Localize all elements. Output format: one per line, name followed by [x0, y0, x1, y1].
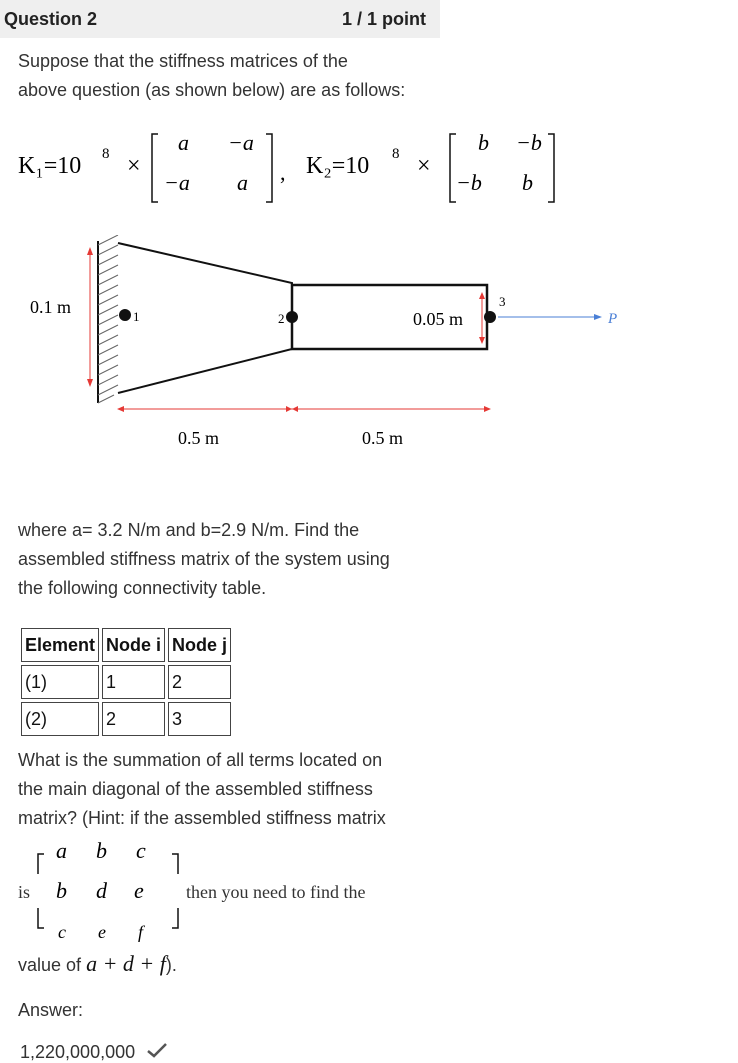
- intro-line-2: above question (as shown below) are as follows:: [18, 80, 406, 100]
- hint-cell-e2: e: [98, 922, 106, 942]
- value-expression: a + d + f: [86, 951, 166, 976]
- hint-cell-d: d: [96, 878, 107, 903]
- k1-cell-11: a: [178, 130, 189, 155]
- k1-right-bracket: [266, 134, 272, 202]
- length-2-label: 0.5 m: [362, 428, 404, 448]
- intro-text: [18, 47, 438, 105]
- k2-times: ×: [417, 153, 431, 179]
- table-row: [21, 702, 231, 736]
- connectivity-table: [18, 625, 234, 739]
- question-line-1: What is the summation of all terms located on: [18, 750, 383, 770]
- k2-cell-21: −b: [456, 170, 482, 195]
- k2-cell-12: −b: [516, 130, 542, 155]
- table-cell: (2): [21, 702, 99, 736]
- table-header-row: [21, 628, 231, 662]
- node-3-dot: [484, 311, 496, 323]
- hint-cell-b2: b: [56, 878, 67, 903]
- right-height-label: 0.05 m: [413, 309, 464, 329]
- k2-right-bracket: [548, 134, 554, 202]
- k1-cell-12: −a: [228, 130, 254, 155]
- node-1-label: 1: [133, 309, 140, 324]
- node-2-dot: [286, 311, 298, 323]
- node-2-label: 2: [278, 311, 285, 326]
- table-cell: 2: [168, 665, 231, 699]
- hint-cell-e: e: [134, 878, 144, 903]
- hint-left-bracket: [38, 854, 44, 928]
- hint-right-bracket: [172, 854, 178, 928]
- k2-cell-11: b: [478, 130, 489, 155]
- hint-matrix: [0, 832, 440, 950]
- intro-line-1: Suppose that the stiffness matrices of the: [18, 51, 348, 71]
- k1-label: K₁=10: [18, 153, 82, 179]
- table-cell: 1: [102, 665, 165, 699]
- where-text: [18, 516, 458, 603]
- hint-cell-c: c: [136, 838, 146, 863]
- value-suffix: ).: [165, 955, 177, 975]
- question-header: [0, 0, 440, 38]
- hint-cell-c2: c: [58, 922, 66, 942]
- table-cell: (1): [21, 665, 99, 699]
- question-points: 1 / 1 point: [342, 9, 427, 29]
- k2-cell-22: b: [522, 170, 533, 195]
- k1-times: ×: [127, 153, 141, 179]
- where-line-2: assembled stiffness matrix of the system using: [18, 549, 390, 569]
- question-text: [18, 746, 458, 833]
- value-prefix: value of: [18, 955, 82, 975]
- table-header-node-j: Node j: [168, 628, 231, 662]
- tapered-element: [118, 243, 292, 393]
- table-cell: 2: [102, 702, 165, 736]
- table-cell: 3: [168, 702, 231, 736]
- bar-figure: [0, 235, 738, 465]
- load-label: P: [608, 311, 618, 327]
- table-header-element: Element: [21, 628, 99, 662]
- value-of-line: [18, 949, 438, 980]
- answer-value: 1,220,000,000: [20, 1042, 136, 1062]
- k2-label: K₂=10: [306, 153, 370, 179]
- where-line-1: where a= 3.2 N/m and b=2.9 N/m. Find the: [18, 520, 360, 540]
- hint-cell-a: a: [56, 838, 67, 863]
- k2-exponent: 8: [392, 146, 400, 162]
- answer-row: [20, 1042, 168, 1063]
- question-title: Question 2: [4, 9, 98, 29]
- question-line-2: the main diagonal of the assembled stiffness: [18, 779, 373, 799]
- k1-left-bracket: [152, 134, 158, 202]
- fixed-wall: [98, 235, 118, 403]
- where-line-3: the following connectivity table.: [18, 578, 267, 598]
- matrix-comma: ,: [280, 160, 286, 185]
- hint-is-text: is: [18, 882, 31, 902]
- hint-cell-f: f: [138, 922, 144, 942]
- k1-exponent: 8: [102, 146, 110, 162]
- left-height-label: 0.1 m: [30, 297, 72, 317]
- table-header-node-i: Node i: [102, 628, 165, 662]
- stiffness-matrices-equation: [0, 118, 738, 218]
- hint-cell-b: b: [96, 838, 107, 863]
- check-icon: [146, 1042, 168, 1063]
- k1-cell-22: a: [237, 170, 248, 195]
- question-line-3: matrix? (Hint: if the assembled stiffness matrix: [18, 808, 386, 828]
- node-3-label: 3: [499, 294, 506, 309]
- k1-cell-21: −a: [164, 170, 190, 195]
- hint-then-text: then you need to find the: [186, 882, 366, 902]
- table-row: [21, 665, 231, 699]
- load-arrowhead: [594, 314, 602, 320]
- node-1-dot: [119, 309, 131, 321]
- answer-label: Answer:: [18, 1000, 84, 1020]
- length-1-label: 0.5 m: [178, 428, 220, 448]
